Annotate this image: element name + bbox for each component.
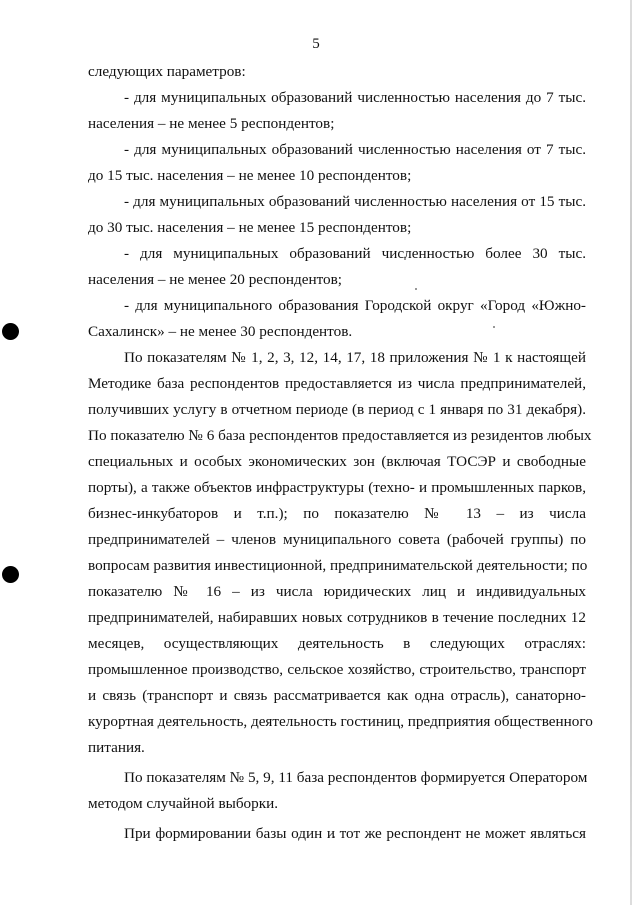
text-line: месяцев, осуществляющих деятельность в следующих отраслях:: [88, 635, 586, 652]
text-line: Методике база респондентов предоставляется из числа предпринимателей,: [88, 375, 586, 392]
text-line: По показателям № 1, 2, 3, 12, 14, 17, 18 приложения № 1 к настоящей: [124, 349, 586, 366]
text-line: до 30 тыс. населения – не менее 15 респондентов;: [88, 219, 412, 236]
punch-hole-upper: [2, 323, 19, 340]
text-line: до 15 тыс. населения – не менее 10 респондентов;: [88, 167, 412, 184]
text-line: вопросам развития инвестиционной, предпринимательской деятельности; по: [88, 557, 588, 574]
text-line: предпринимателей, набиравших новых сотрудников в течение последних 12: [88, 609, 586, 626]
text-line: При формировании базы один и тот же респондент не может являться: [124, 825, 586, 842]
text-line: и связь (транспорт и связь рассматривается как одна отрасль), санаторно-: [88, 687, 586, 704]
scan-speck: [493, 326, 495, 328]
punch-hole-lower: [2, 566, 19, 583]
text-line: бизнес-инкубаторов и т.п.); по показателю № 13 – из числа: [88, 505, 586, 522]
text-line: питания.: [88, 739, 145, 756]
text-line: населения – не менее 5 респондентов;: [88, 115, 335, 132]
text-line: - для муниципальных образований численностью населения от 7 тыс.: [124, 141, 586, 158]
text-line: - для муниципальных образований численностью более 30 тыс.: [124, 245, 586, 262]
text-line: методом случайной выборки.: [88, 795, 279, 812]
text-line: показателю № 16 – из числа юридических лиц и индивидуальных: [88, 583, 586, 600]
text-line: специальных и особых экономических зон (включая ТОСЭР и свободные: [88, 453, 586, 470]
scan-speck: [415, 288, 417, 290]
text-line: курортная деятельность, деятельность гостиниц, предприятия общественного: [88, 713, 593, 730]
text-line: - для муниципальных образований численностью населения от 15 тыс.: [124, 193, 586, 210]
text-line: предпринимателей – членов муниципального совета (рабочей группы) по: [88, 531, 586, 548]
text-line: Сахалинск» – не менее 30 респондентов.: [88, 323, 353, 340]
text-line: - для муниципального образования Городской округ «Город «Южно-: [124, 297, 586, 314]
text-line: - для муниципальных образований численностью населения до 7 тыс.: [124, 89, 586, 106]
text-line: получивших услугу в отчетном периоде (в период с 1 января по 31 декабря).: [88, 401, 586, 418]
text-line: промышленное производство, сельское хозяйство, строительство, транспорт: [88, 661, 586, 678]
text-line: населения – не менее 20 респондентов;: [88, 271, 343, 288]
page-number: 5: [312, 36, 320, 52]
text-line: следующих параметров:: [88, 63, 246, 80]
text-line: По показателям № 5, 9, 11 база респондентов формируется Оператором: [124, 769, 588, 786]
text-line: По показателю № 6 база респондентов предоставляется из резидентов любых: [88, 427, 592, 444]
text-line: порты), а также объектов инфраструктуры (техно- и промышленных парков,: [88, 479, 586, 496]
